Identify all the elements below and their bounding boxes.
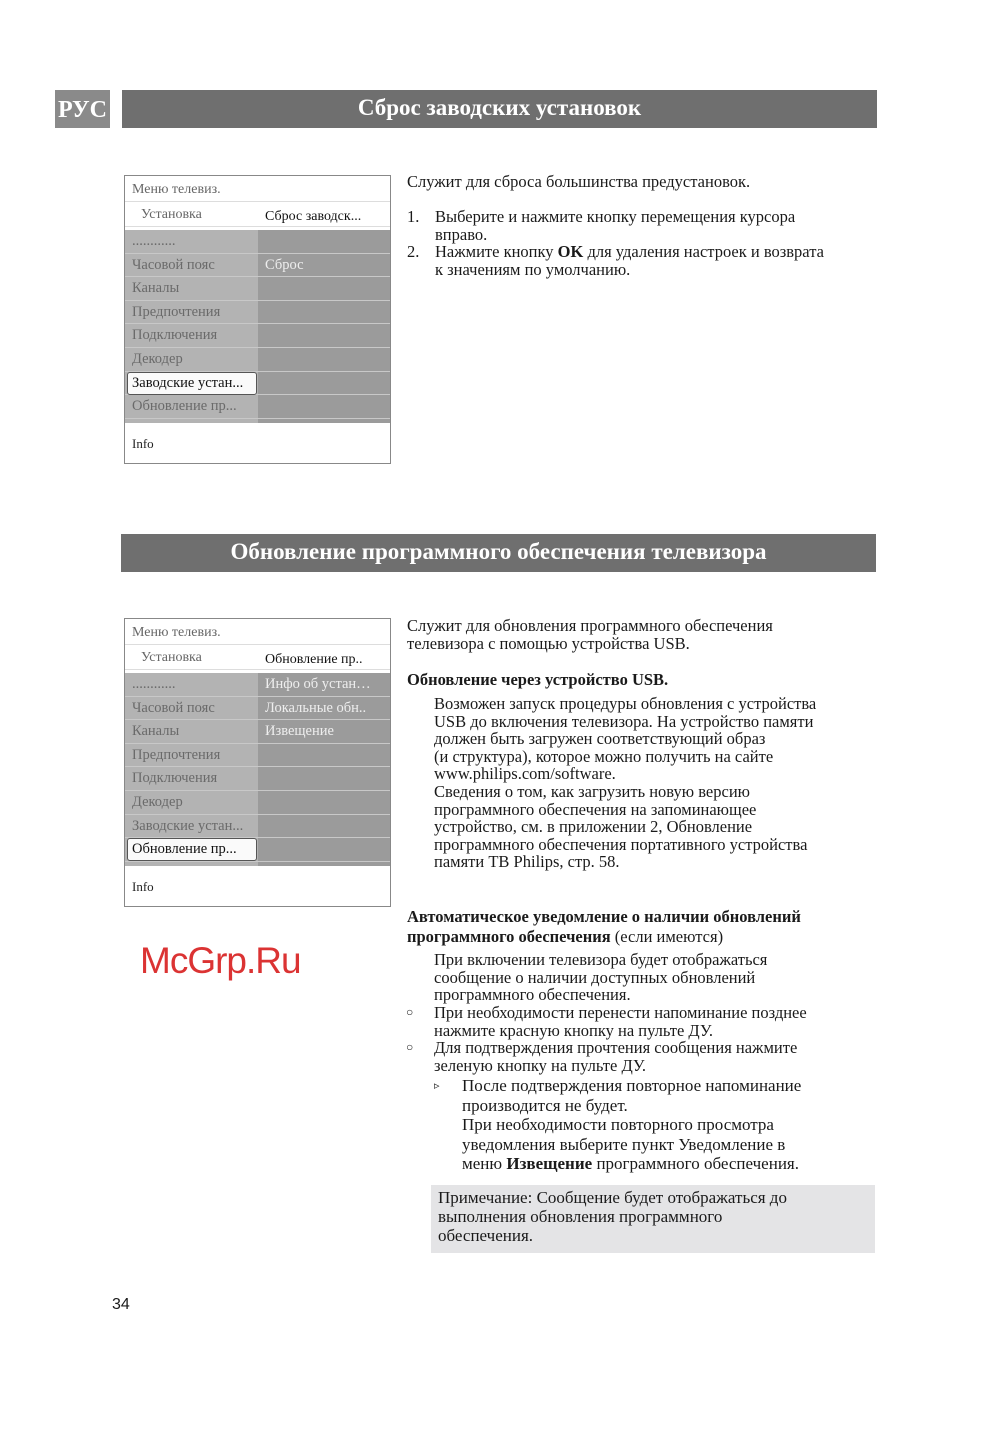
intro-text: Служит для сброса большинства предустановок. (407, 172, 751, 191)
menu-row (125, 720, 390, 744)
sub-text: производится не будет. (462, 1095, 628, 1115)
usb-text: памяти ТВ Philips, стр. 58. (434, 852, 620, 872)
menu-item-selected[interactable] (127, 838, 257, 861)
divider (125, 669, 390, 670)
ok-key: OK (557, 242, 584, 261)
auto-heading (407, 928, 723, 946)
step-text (435, 243, 824, 261)
menu-row (125, 744, 390, 768)
menu-name: Извещение (506, 1154, 593, 1174)
menu-item[interactable]: Предпочтения (132, 746, 221, 763)
page-number: 34 (112, 1296, 130, 1313)
step-text: вправо. (435, 225, 488, 244)
intro-text: телевизора с помощью устройства USB. (407, 634, 690, 653)
menu-subitem: Извещение (265, 723, 334, 740)
bullet-text: зеленую кнопку на пульте ДУ. (434, 1055, 647, 1075)
usb-text: программного обеспечения портативного устройства (434, 834, 808, 854)
menu-breadcrumb: Установка (141, 207, 202, 222)
menu-item[interactable]: Часовой пояс (132, 256, 215, 273)
step-number: 1. (407, 207, 420, 226)
auto-heading-bold: программного обеспечения (407, 927, 611, 946)
menu-title: Меню телевиз. (132, 182, 221, 197)
note-text: выполнения обновления программного (438, 1207, 723, 1226)
menu-row (125, 254, 390, 278)
language-tab: РУС (55, 90, 110, 128)
section-title-factory-reset: Сброс заводских установок (122, 90, 877, 128)
auto-text: При включении телевизора будет отображаться (434, 950, 768, 969)
menu-row (125, 230, 390, 254)
bullet-text: Для подтверждения прочтения сообщения нажмите (434, 1038, 798, 1058)
menu-item[interactable]: Декодер (132, 351, 183, 367)
menu-row (125, 838, 390, 862)
menu-item-selected[interactable] (127, 372, 257, 395)
note-text: Примечание: Сообщение будет отображаться до (438, 1188, 787, 1207)
usb-text: www.philips.com/software. (434, 764, 616, 784)
usb-text: Сведения о том, как загрузить новую версию (434, 782, 750, 801)
auto-text: программного обеспечения. (434, 985, 631, 1005)
arrow-icon: ▹ (434, 1080, 440, 1092)
menu-item-label: Заводские устан... (132, 374, 244, 391)
usb-text: USB до включения телевизора. На устройство памяти (434, 711, 814, 731)
menu-breadcrumb: Установка (141, 650, 202, 665)
tv-menu-factory-reset (124, 175, 391, 464)
divider (125, 644, 390, 645)
menu-row (125, 767, 390, 791)
auto-heading-rest: (если имеются) (610, 927, 724, 946)
usb-text: (и структура), которое можно получить на сайте (434, 746, 774, 766)
text: меню (462, 1154, 507, 1174)
menu-item[interactable]: Декодер (132, 794, 183, 810)
text: программного обеспечения. (592, 1154, 799, 1174)
menu-title: Меню телевиз. (132, 625, 221, 640)
bullet-text: нажмите красную кнопку на пульте ДУ. (434, 1020, 714, 1040)
menu-row (125, 395, 390, 419)
menu-item[interactable]: ............ (132, 233, 176, 249)
menu-item[interactable]: Каналы (132, 723, 180, 740)
menu-item-label: Обновление пр... (132, 841, 237, 858)
menu-item[interactable]: Каналы (132, 280, 180, 297)
section-title-software-update: Обновление программного обеспечения телевизора (121, 534, 876, 572)
menu-row (125, 372, 390, 396)
menu-row (125, 815, 390, 839)
step-number: 2. (407, 242, 420, 261)
menu-subitem: Сброс (265, 256, 304, 273)
menu-row (125, 791, 390, 815)
step-text: к значениям по умолчанию. (435, 260, 631, 279)
menu-row (125, 324, 390, 348)
usb-text: должен быть загружен соответствующий образ (434, 729, 766, 749)
menu-row (125, 348, 390, 372)
sub-text: уведомления выберите пункт Уведомление в (462, 1134, 786, 1154)
sub-text: После подтверждения повторное напоминание (462, 1076, 802, 1095)
step-text: Выберите и нажмите кнопку перемещения курсора (435, 207, 796, 226)
sub-text: При необходимости повторного просмотра (462, 1115, 774, 1135)
menu-row (125, 673, 390, 697)
bullet-icon: ○ (406, 1005, 414, 1019)
menu-item[interactable]: Часовой пояс (132, 699, 215, 716)
menu-row (125, 277, 390, 301)
menu-breadcrumb-current: Обновление пр.. (265, 652, 363, 667)
sub-text (462, 1154, 799, 1173)
intro-text: Служит для обновления программного обеспечения (407, 616, 773, 635)
menu-item[interactable]: Заводские устан... (132, 817, 244, 834)
menu-item[interactable]: Обновление пр... (132, 398, 237, 415)
menu-info-label: Info (132, 879, 154, 894)
auto-heading: Автоматическое уведомление о наличии обновлений (407, 907, 801, 926)
menu-breadcrumb-current: Сброс заводск... (265, 209, 362, 224)
bullet-icon: ○ (406, 1040, 414, 1055)
bullet-text: При необходимости перенести напоминание позднее (434, 1003, 807, 1022)
usb-text: программного обеспечения на запоминающее (434, 799, 757, 819)
menu-info-label: Info (132, 436, 154, 451)
tv-menu-software-update (124, 618, 391, 907)
menu-item[interactable]: Подключения (132, 327, 218, 344)
usb-text: устройство, см. в приложении 2, Обновление (434, 817, 753, 837)
divider (125, 201, 390, 202)
menu-subitem: Локальные обн.. (265, 699, 367, 716)
watermark: McGrp.Ru (140, 940, 301, 981)
menu-item[interactable]: ............ (132, 676, 176, 692)
menu-subitem: Инфо об устан… (265, 676, 371, 692)
text: для удаления настроек и возврата (583, 242, 824, 261)
menu-row (125, 697, 390, 721)
text: Нажмите кнопку (435, 242, 558, 261)
menu-item[interactable]: Предпочтения (132, 303, 221, 320)
note-text: обеспечения. (438, 1226, 534, 1245)
menu-row (125, 301, 390, 325)
divider (125, 226, 390, 227)
menu-item[interactable]: Подключения (132, 770, 218, 787)
auto-text: сообщение о наличии доступных обновлений (434, 967, 756, 987)
usb-heading: Обновление через устройство USB. (407, 670, 669, 689)
usb-text: Возможен запуск процедуры обновления с устройства (434, 694, 817, 713)
